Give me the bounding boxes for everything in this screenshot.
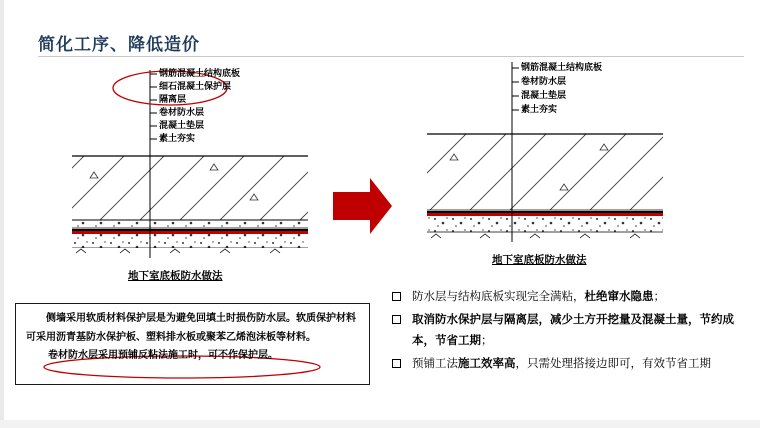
- bullet-text: 预铺工法: [412, 356, 458, 370]
- left-concrete-cushion: [72, 234, 308, 248]
- left-label-structural-slab: 钢筋混凝土结构底板: [159, 69, 241, 79]
- bullet-square-icon: [392, 292, 401, 301]
- right-label-structural-slab: 钢筋混凝土结构底板: [521, 63, 603, 73]
- bullet-strong: 取消防水保护层与隔离层，减少土方开挖量及混凝土量，节约成本，节省工期: [412, 312, 734, 347]
- bullet-item: [392, 353, 742, 374]
- bullet-strong: 施工效率高: [458, 356, 516, 370]
- right-compacted-soil: [431, 234, 640, 238]
- left-diagram-caption: 地下室底板防水做法: [128, 270, 223, 282]
- left-membrane-layer: [72, 231, 308, 234]
- note-box: [15, 303, 370, 385]
- left-fine-concrete-protection: [72, 220, 308, 228]
- left-label-protection-layer: 细石混凝土保护层: [159, 82, 232, 92]
- right-label-soil: 素土夯实: [521, 105, 558, 115]
- bullet-item: [392, 309, 742, 351]
- right-label-cushion: 混凝土垫层: [521, 91, 567, 101]
- bullet-strong: 杜绝窜水隐患: [584, 289, 654, 303]
- left-section-drawing: [72, 70, 308, 258]
- left-isolation-layer: [72, 229, 308, 231]
- right-concrete-cushion: [427, 216, 663, 232]
- bullet-tail: ，只需处理搭接边即可，有效节省工期: [515, 356, 711, 370]
- note-paragraph: 侧墙采用软质材料保护层是为避免回填土时损伤防水层。软质保护材料可采用沥青基防水保护板、塑料排水板或聚苯乙烯泡沫板等材料。: [26, 313, 356, 343]
- left-label-soil: 素土夯实: [159, 134, 196, 144]
- left-label-isolation-layer: 隔离层: [159, 95, 187, 105]
- right-structural-slab: [427, 134, 663, 210]
- bullet-square-icon: [392, 359, 401, 368]
- bullet-item: [392, 286, 742, 307]
- bullet-text: 防水层与结构底板实现完全满粘，: [412, 289, 585, 303]
- left-label-membrane: 卷材防水层: [159, 108, 205, 118]
- bullet-list: [392, 286, 742, 376]
- bullet-square-icon: [392, 315, 401, 324]
- bullet-tail: ；: [653, 289, 665, 303]
- slide-title: 简化工序、降低造价: [38, 35, 200, 55]
- left-structural-slab: [72, 156, 308, 220]
- right-label-membrane: 卷材防水层: [521, 77, 567, 87]
- bullet-tail: ；: [481, 333, 493, 347]
- left-label-cushion: 混凝土垫层: [159, 121, 205, 131]
- note-highlight-text: 卷材防水层采用预铺反粘法施工时，可不作保护层。: [48, 350, 278, 361]
- transition-arrow-icon: [333, 178, 392, 234]
- right-membrane-layer: [427, 213, 663, 216]
- right-diagram-caption: 地下室底板防水做法: [492, 254, 587, 266]
- right-section-drawing: [427, 62, 663, 242]
